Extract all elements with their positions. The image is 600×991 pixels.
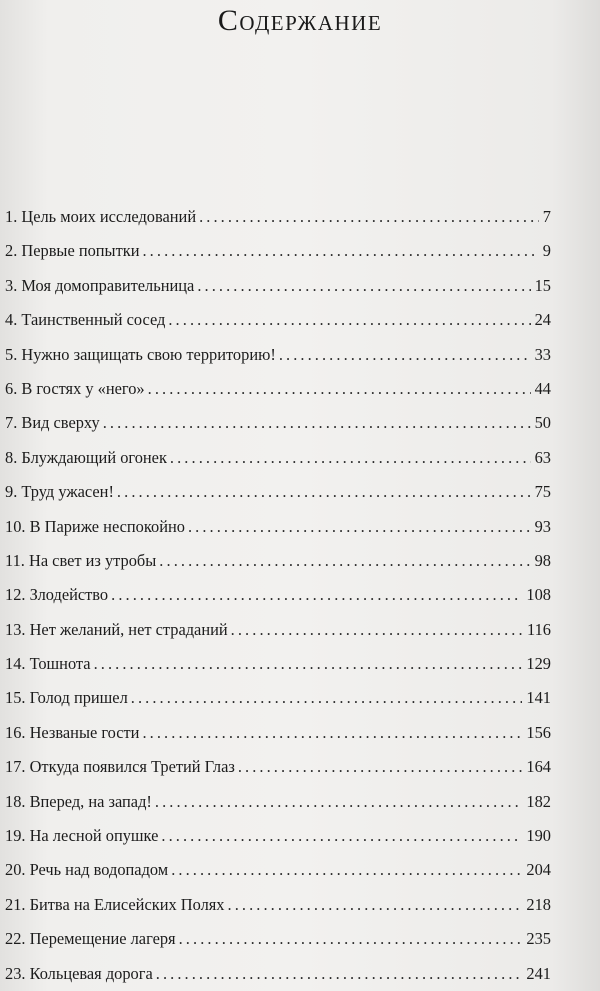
- toc-entry-page: 7: [542, 207, 551, 226]
- dot-leader: [142, 234, 538, 268]
- dot-leader: [168, 303, 530, 337]
- toc-entry-page: 44: [534, 378, 551, 398]
- dot-leader: [94, 647, 523, 681]
- toc-entry-page: 9: [542, 241, 551, 261]
- dot-leader: [188, 510, 531, 544]
- toc-entry-title: 4. Таинственный сосед: [5, 310, 166, 330]
- dot-leader: [161, 819, 522, 853]
- dot-leader: [231, 613, 523, 647]
- table-of-contents: [5, 200, 551, 991]
- toc-entry: [5, 819, 551, 853]
- toc-entry: [5, 750, 551, 784]
- toc-entry-page: 24: [534, 310, 551, 330]
- toc-entry: [5, 681, 551, 715]
- dot-leader: [148, 372, 531, 406]
- toc-entry-page: 15: [534, 275, 551, 295]
- toc-entry-title: 3. Моя домоправительница: [5, 275, 195, 295]
- toc-entry-title: 17. Откуда появился Третий Глаз: [5, 757, 235, 777]
- toc-entry-title: 23. Кольцевая дорога: [5, 963, 153, 983]
- toc-entry-page: 108: [526, 585, 551, 605]
- dot-leader: [199, 200, 539, 234]
- toc-entry-page: 63: [534, 447, 551, 467]
- toc-entry-page: 204: [526, 860, 551, 880]
- toc-entry: [5, 200, 551, 234]
- toc-entry: [5, 785, 551, 819]
- dot-leader: [117, 475, 531, 509]
- toc-entry-page: 75: [534, 482, 551, 502]
- toc-entry-page: 50: [534, 413, 551, 433]
- toc-entry-page: 164: [526, 757, 551, 777]
- toc-entry: [5, 475, 551, 509]
- toc-entry-title: 22. Перемещение лагеря: [5, 929, 176, 949]
- toc-entry-title: 7. Вид сверху: [5, 413, 100, 433]
- toc-entry-title: 19. На лесной опушке: [5, 826, 159, 846]
- toc-entry-title: 12. Злодейство: [5, 585, 109, 605]
- dot-leader: [171, 853, 522, 887]
- toc-entry: [5, 372, 551, 406]
- toc-entry: [5, 578, 551, 612]
- toc-entry-title: 9. Труд ужасен!: [5, 482, 114, 502]
- dot-leader: [279, 338, 531, 372]
- toc-entry-title: 6. В гостях у «него»: [5, 378, 145, 398]
- toc-entry: [5, 613, 551, 647]
- toc-entry-title: 20. Речь над водопадом: [5, 860, 169, 880]
- toc-entry-title: 16. Незваные гости: [5, 722, 140, 742]
- dot-leader: [111, 578, 522, 612]
- toc-entry-page: 235: [526, 929, 551, 949]
- dot-leader: [170, 441, 531, 475]
- toc-entry-title: 18. Вперед, на запад!: [5, 791, 152, 811]
- dot-leader: [103, 406, 531, 440]
- dot-leader: [228, 888, 523, 922]
- toc-entry: [5, 441, 551, 475]
- toc-entry: [5, 922, 551, 956]
- toc-entry-page: 98: [534, 550, 551, 570]
- toc-entry-page: 218: [526, 894, 551, 914]
- toc-entry-page: 156: [526, 722, 551, 742]
- dot-leader: [159, 544, 530, 578]
- toc-entry: [5, 544, 551, 578]
- toc-entry-title: 10. В Париже неспокойно: [5, 516, 185, 536]
- dot-leader: [197, 269, 530, 303]
- page-title: Содержание: [217, 4, 383, 37]
- toc-entry: [5, 269, 551, 303]
- toc-entry-page: 33: [534, 344, 551, 364]
- dot-leader: [155, 785, 523, 819]
- toc-entry: [5, 853, 551, 887]
- toc-entry: [5, 303, 551, 337]
- toc-entry-page: 190: [526, 826, 551, 846]
- toc-entry: [5, 888, 551, 922]
- dot-leader: [142, 716, 522, 750]
- toc-entry-title: 2. Первые попытки: [5, 241, 140, 261]
- toc-entry-page: 129: [526, 654, 551, 674]
- toc-entry-title: 5. Нужно защищать свою территорию!: [5, 344, 276, 364]
- toc-entry-title: 13. Нет желаний, нет страданий: [5, 619, 228, 639]
- toc-entry-page: 93: [534, 516, 551, 536]
- toc-entry-page: 182: [526, 791, 551, 811]
- toc-entry: [5, 647, 551, 681]
- toc-entry-title: 1. Цель моих исследований: [5, 207, 197, 226]
- toc-entry: [5, 510, 551, 544]
- dot-leader: [179, 922, 523, 956]
- toc-entry-title: 15. Голод пришел: [5, 688, 128, 708]
- toc-entry: [5, 234, 551, 268]
- toc-entry-page: 241: [526, 963, 551, 983]
- toc-entry-title: 11. На свет из утробы: [5, 550, 157, 570]
- toc-entry-page: 116: [527, 619, 551, 639]
- toc-entry-title: 8. Блуждающий огонек: [5, 447, 167, 467]
- toc-entry-title: 14. Тошнота: [5, 654, 91, 674]
- dot-leader: [238, 750, 523, 784]
- dot-leader: [131, 681, 523, 715]
- toc-entry: [5, 406, 551, 440]
- toc-entry: [5, 338, 551, 372]
- toc-entry-title: 21. Битва на Елисейских Полях: [5, 894, 225, 914]
- toc-entry-page: 141: [526, 688, 551, 708]
- toc-entry: [5, 716, 551, 750]
